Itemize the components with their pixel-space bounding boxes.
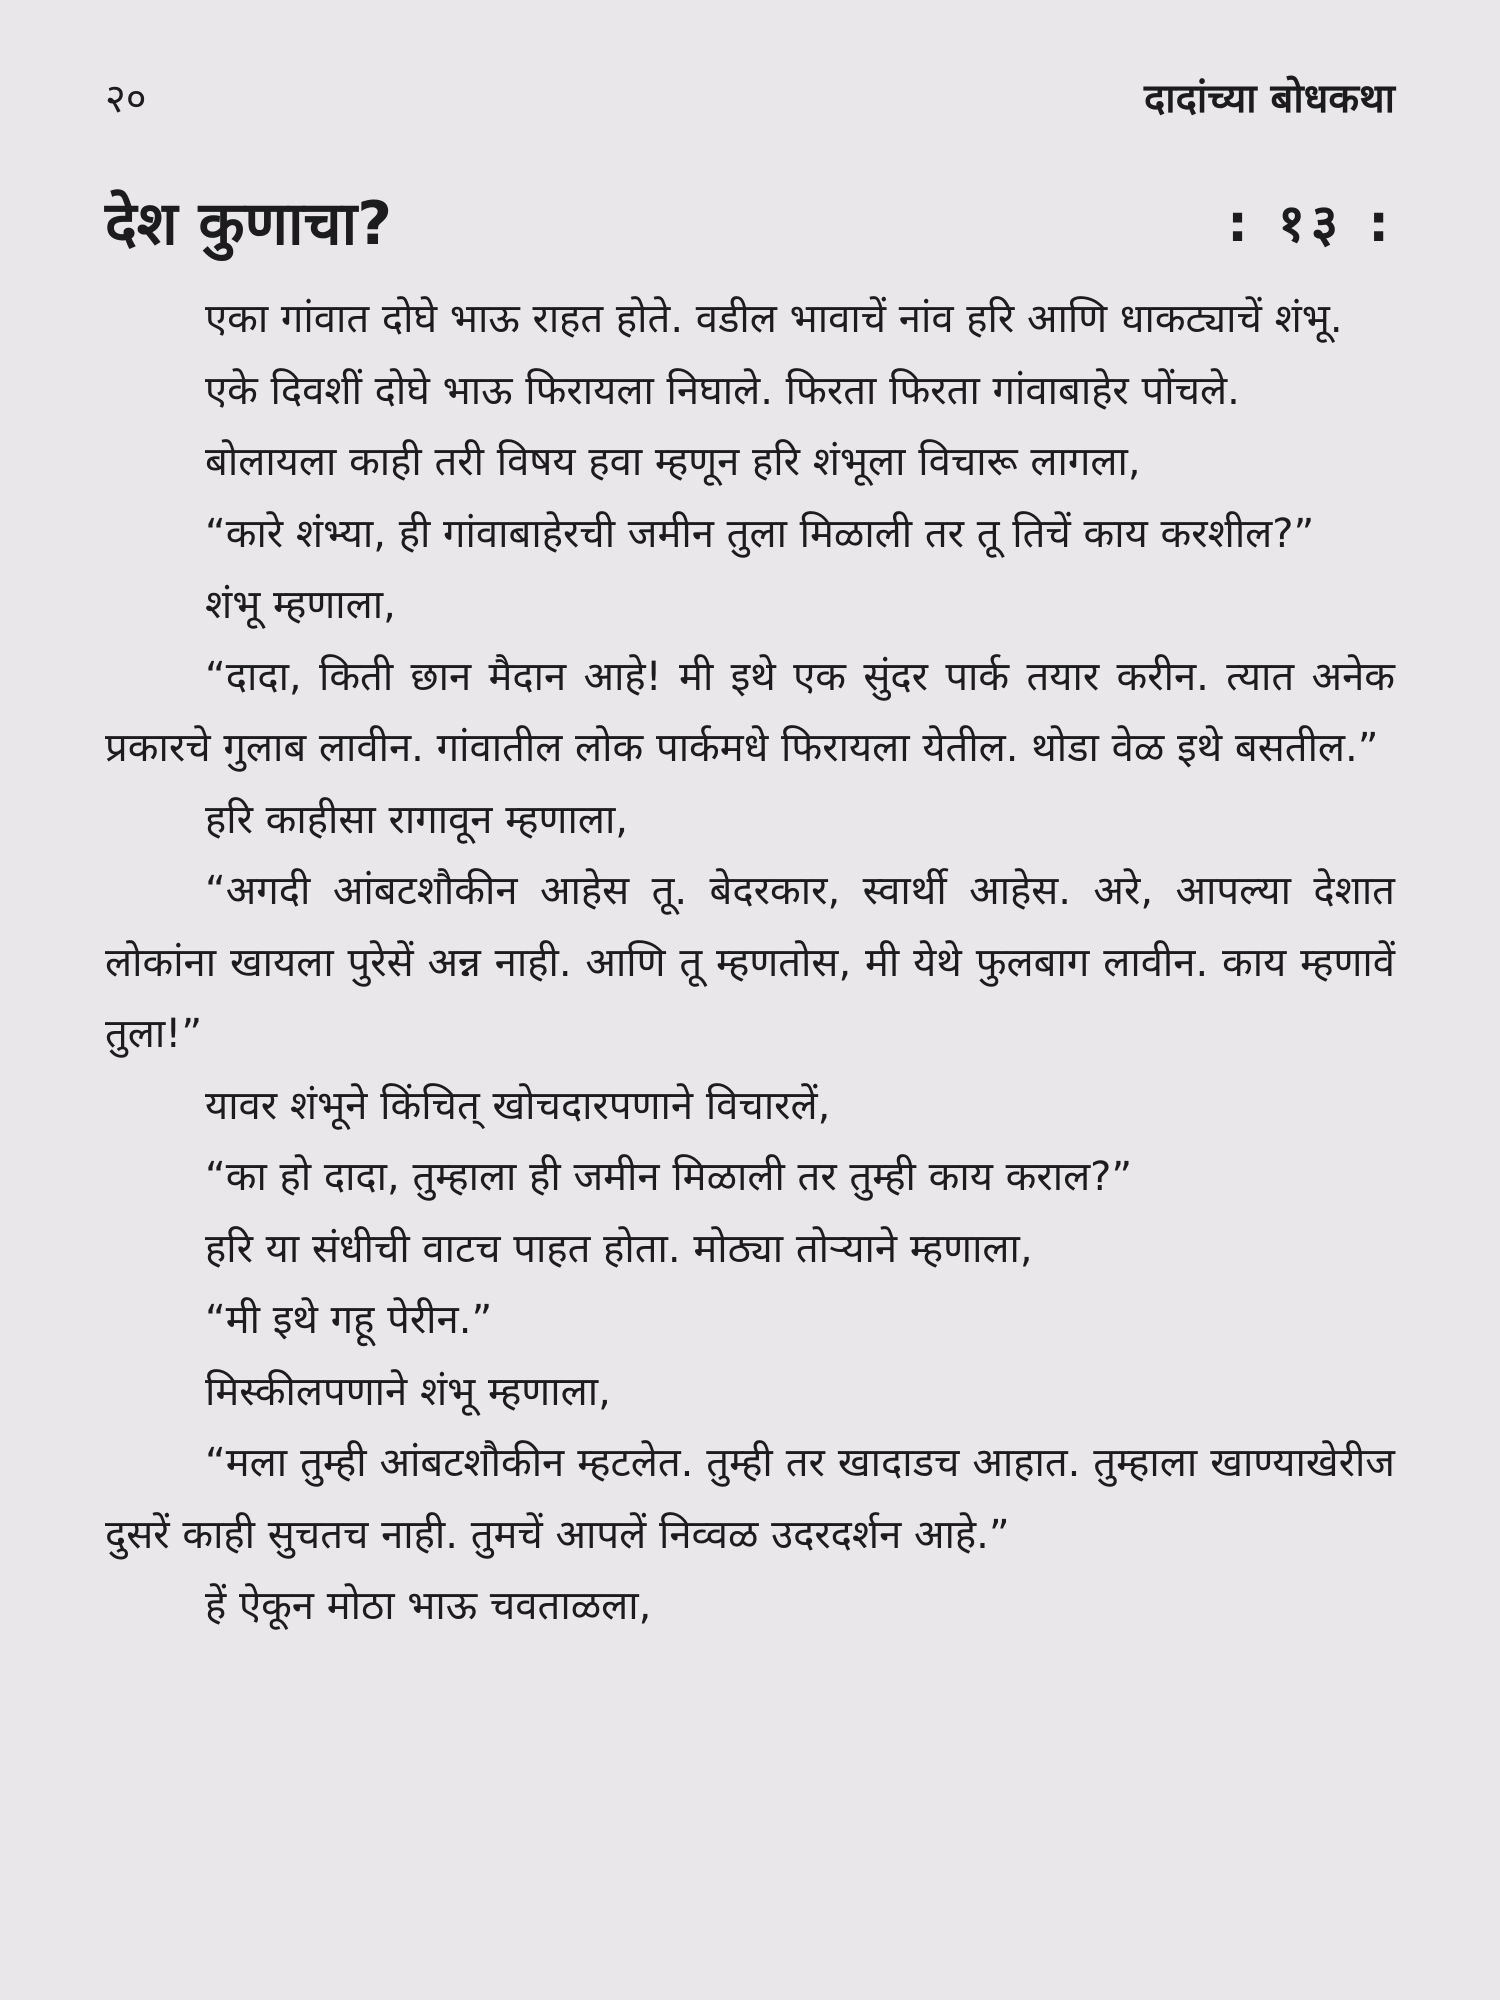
paragraph: बोलायला काही तरी विषय हवा म्हणून हरि शंभूला विचारू लागला, (205, 439, 1141, 485)
chapter-title: देश कुणाचा? (105, 189, 392, 259)
chapter-number: : १३ : (1227, 193, 1395, 254)
story-body (105, 284, 1395, 1643)
paragraph: “मी इथे गहू पेरीन.” (205, 1297, 493, 1343)
paragraph: हरि या संधीची वाटच पाहत होता. मोठ्या तोऱ्याने म्हणाला, (205, 1225, 1033, 1272)
paragraph: “कारे शंभ्या, ही गांवाबाहेरची जमीन तुला मिळाली तर तू तिचें काय करशील?” (205, 510, 1315, 557)
running-title: दादांच्या बोधकथा (1144, 75, 1395, 122)
paragraph: शंभू म्हणाला, (205, 582, 396, 628)
paragraph: मिस्कीलपणाने शंभू म्हणाला, (205, 1368, 611, 1415)
paragraph: “अगदी आंबटशौकीन आहेस तू. बेदरकार, स्वार्थी आहेस. अरे, आपल्या देशात लोकांना खायला पुरेसें अन्न नाही. आणि तू म्हणतोस, मी येथे फुलबाग लावीन. काय म्हणावें तुला!” (105, 868, 1395, 1057)
chapter-heading (105, 176, 1395, 266)
paragraph: “दादा, किती छान मैदान आहे! मी इथे एक सुंदर पार्क तयार करीन. त्यात अनेक प्रकारचे गुलाब लावीन. गांवातील लोक पार्कमधे फिरायला येतील. थोडा वेळ इथे बसतील.” (105, 653, 1395, 771)
paragraph: यावर शंभूने किंचित् खोचदारपणाने विचारलें, (205, 1082, 831, 1129)
paragraph: एका गांवात दोघे भाऊ राहत होते. वडील भावाचें नांव हरि आणि धाकट्याचें शंभू. (205, 296, 1343, 342)
paragraph: “मला तुम्ही आंबटशौकीन म्हटलेत. तुम्ही तर खादाडच आहात. तुम्हाला खाण्याखेरीज दुसरें काही सुचतच नाही. तुमचें आपलें निव्वळ उदरदर्शन आहे.” (105, 1440, 1395, 1558)
paragraph: हें ऐकून मोठा भाऊ चवताळला, (205, 1583, 652, 1629)
paragraph: “का हो दादा, तुम्हाला ही जमीन मिळाली तर तुम्ही काय कराल?” (205, 1154, 1133, 1200)
page-header (105, 66, 1395, 126)
page-number: २० (105, 75, 147, 122)
paragraph: हरि काहीसा रागावून म्हणाला, (205, 796, 629, 843)
paragraph: एके दिवशीं दोघे भाऊ फिरायला निघाले. फिरता फिरता गांवाबाहेर पोंचले. (205, 367, 1240, 414)
